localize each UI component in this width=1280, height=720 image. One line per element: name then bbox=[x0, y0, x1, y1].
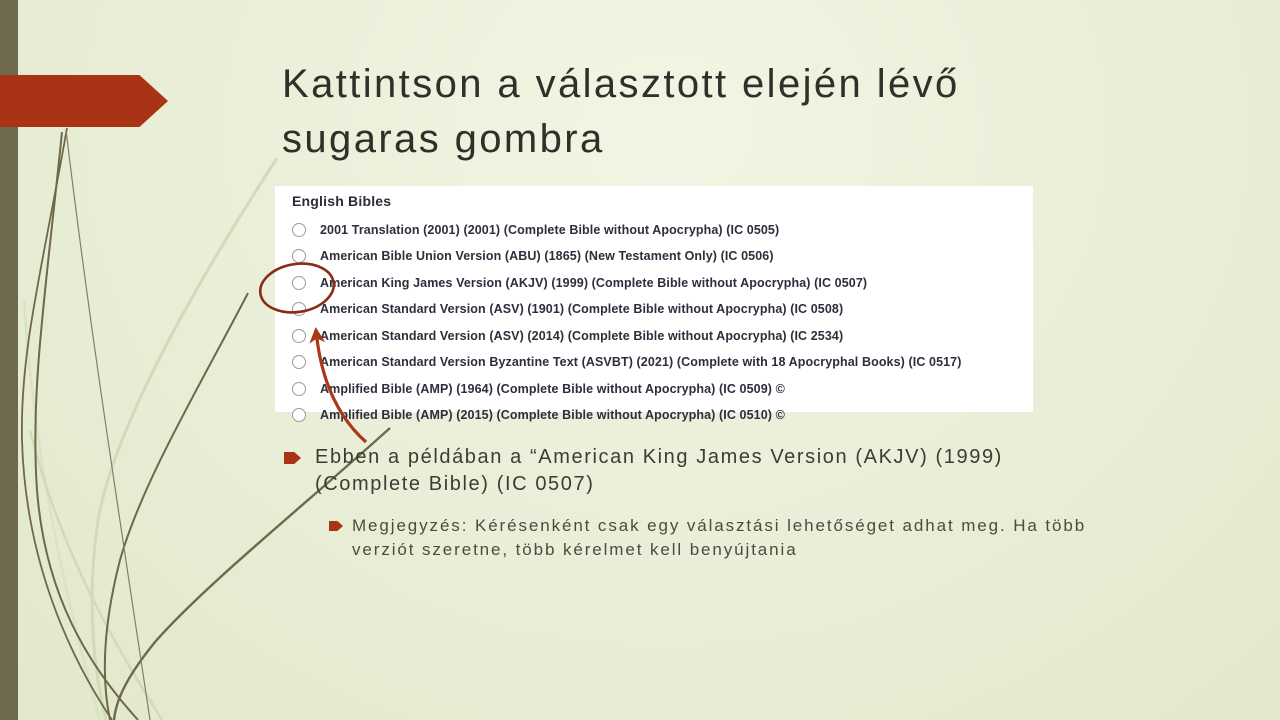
bible-option-row[interactable] bbox=[275, 296, 1033, 323]
radio-button-icon[interactable] bbox=[292, 249, 306, 263]
bible-option-row[interactable] bbox=[275, 243, 1033, 270]
radio-button-icon[interactable] bbox=[292, 329, 306, 343]
radio-button-icon[interactable] bbox=[292, 302, 306, 316]
bullet-main-text bbox=[315, 444, 1003, 498]
bullet-note-line2: verziót szeretne, több kérelmet kell benyújtania bbox=[352, 540, 798, 559]
bible-option-row[interactable] bbox=[275, 376, 1033, 403]
bullet-note bbox=[329, 514, 1086, 562]
radio-button-icon[interactable] bbox=[292, 355, 306, 369]
bullet-note-text bbox=[352, 514, 1086, 562]
bible-list-heading: English Bibles bbox=[292, 193, 392, 209]
radio-button-icon[interactable] bbox=[292, 276, 306, 290]
bible-option-label: American King James Version (AKJV) (1999) (Complete Bible without Apocrypha) (IC 0507) bbox=[320, 275, 868, 290]
bullet-arrow-icon bbox=[329, 521, 343, 531]
bullet-main-line1: Ebben a példában a “American King James Version (AKJV) (1999) bbox=[315, 446, 1003, 468]
slide-title-line2: sugaras gombra bbox=[282, 117, 605, 161]
radio-button-icon[interactable] bbox=[292, 382, 306, 396]
bible-option-row[interactable] bbox=[275, 217, 1033, 244]
bible-option-label: Amplified Bible (AMP) (2015) (Complete Bible without Apocrypha) (IC 0510) © bbox=[320, 408, 785, 423]
bullet-note-line1: Megjegyzés: Kérésenként csak egy választási lehetőséget adhat meg. Ha több bbox=[352, 516, 1087, 535]
bible-option-label: American Bible Union Version (ABU) (1865) (New Testament Only) (IC 0506) bbox=[320, 249, 774, 264]
bullet-main-line2: (Complete Bible) (IC 0507) bbox=[315, 473, 595, 495]
bible-option-label: American Standard Version (ASV) (2014) (Complete Bible without Apocrypha) (IC 2534) bbox=[320, 328, 844, 343]
bible-option-label: American Standard Version (ASV) (1901) (Complete Bible without Apocrypha) (IC 0508) bbox=[320, 302, 844, 317]
bullet-arrow-icon bbox=[284, 452, 301, 464]
slide-title bbox=[282, 57, 960, 167]
bible-option-label: Amplified Bible (AMP) (1964) (Complete Bible without Apocrypha) (IC 0509) © bbox=[320, 381, 785, 396]
bible-option-rows bbox=[275, 217, 1033, 429]
bible-option-row[interactable] bbox=[275, 349, 1033, 376]
bible-option-label: American Standard Version Byzantine Text (ASVBT) (2021) (Complete with 18 Apocryphal Books) (IC 0517) bbox=[320, 355, 962, 370]
bible-option-row[interactable] bbox=[275, 402, 1033, 429]
bible-option-row[interactable] bbox=[275, 323, 1033, 350]
slide-title-line1: Kattintson a választott elején lévő bbox=[282, 62, 960, 106]
bullet-main bbox=[284, 444, 1003, 498]
bible-option-label: 2001 Translation (2001) (2001) (Complete Bible without Apocrypha) (IC 0505) bbox=[320, 222, 780, 237]
bible-option-row[interactable] bbox=[275, 270, 1033, 297]
radio-button-icon[interactable] bbox=[292, 223, 306, 237]
bible-list-screenshot bbox=[275, 186, 1033, 423]
title-banner-arrow-icon bbox=[0, 75, 168, 127]
radio-button-icon[interactable] bbox=[292, 408, 306, 422]
